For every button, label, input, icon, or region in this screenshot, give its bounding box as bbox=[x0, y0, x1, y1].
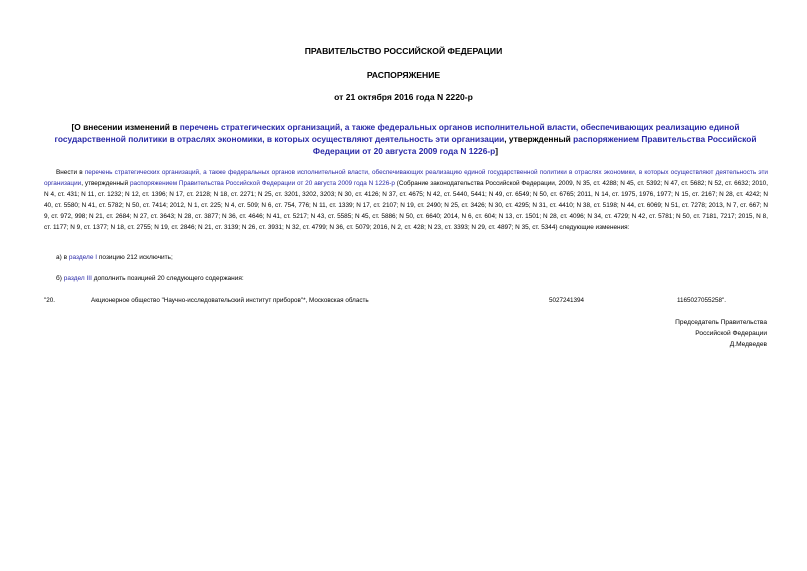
body-link-list[interactable]: перечень стратегических организаций, а также федеральных органов исполнительной власти, обеспечивающих реализацию единой государственной политики в отраслях экономики, в которых осуществляют деятельность эти организации bbox=[44, 169, 768, 187]
document-type: РАСПОРЯЖЕНИЕ bbox=[366, 70, 441, 80]
body-link-order[interactable]: распоряжением Правительства Российской Федерации от 20 августа 2009 года N 1226-р bbox=[129, 179, 395, 187]
document-date: от 21 октября 2016 года N 2220-р bbox=[334, 92, 473, 102]
issuing-authority: ПРАВИТЕЛЬСТВО РОССИЙСКОЙ ФЕДЕРАЦИИ bbox=[304, 46, 503, 56]
item-a-prefix: а) в bbox=[56, 254, 69, 261]
position-row bbox=[44, 297, 768, 307]
organization-ogrn: 1165027055258". bbox=[677, 297, 727, 304]
item-b-prefix: б) bbox=[56, 275, 64, 282]
position-number: "20. bbox=[44, 297, 55, 304]
body-text-1: Внести в bbox=[56, 169, 85, 176]
item-a bbox=[56, 254, 173, 261]
signatory-title-1: Председатель Правительства bbox=[675, 319, 767, 326]
document-title bbox=[44, 121, 767, 157]
title-link-list[interactable]: перечень стратегических организаций, а также федеральных органов исполнительной власти, обеспечивающих реализацию единой государственной политики в отраслях экономики, в которых осуществляют деятельность эти организации bbox=[54, 122, 740, 144]
item-b bbox=[56, 275, 244, 282]
signature-block bbox=[567, 317, 767, 350]
organization-name: Акционерное общество "Научно-исследовательский институт приборов"*, Московская область bbox=[91, 297, 369, 304]
body-text-2: , утвержденный bbox=[81, 179, 130, 187]
main-paragraph bbox=[44, 168, 768, 233]
body-text-3: (Собрание законодательства Российской Федерации, 2009, N 35, ст. 4288; N 45, ст. 5392; N 47, ст. 5682; N 52, ст. 6632; 2010, N 4, ст. 431; N 11, ст. 1232; N 12, ст. 1396; N 17, ст. 2128; N 18, ст. 2271; N 25, ст. 3201, 3202, 3203; N 30, ст. 4126; N 37, ст. 4675; N 42, ст. 5440, 5441; N 49, ст. 6549; N 50, ст. 6765; 2011, N 14, ст. 1975, 1976, 1977; N 15, ст. 2167; N 28, ст. 4242; N 40, ст. 5580; N 41, ст. 5782; N 50, ст. 7414; 2012, N 1, ст. 225; N 4, ст. 509; N 6, ст. 754, 776; N 11, ст. 1339; N 17, ст. 2107; N 19, ст. 2490; N 25, ст. 3426; N 30, ст. 4295; N 31, ст. 4410; N 38, ст. 5198; N 44, ст. 6069; N 51, ст. 7278; 2013, N 7, ст. 667; N 9, ст. 972, 998; N 21, ст. 2684; N 27, ст. 3643; N 28, ст. 3877; N 36, ст. 4646; N 41, ст. 5217; N 43, ст. 5585; N 45, ст. 5886; N 50, ст. 6640; 2014, N 6, ст. 604; N 13, ст. 1501; N 28, ст. 4096; N 34, ст. 4729; N 42, ст. 5781; N 50, ст. 7181, 7217; 2015, N 8, ст. 1177; N 9, ст. 1377; N 18, ст. 2755; N 19, ст. 2846; N 21, ст. 3139; N 26, ст. 3931; N 32, ст. 4799; N 36, ст. 5079; 2016, N 2, ст. 428; N 23, ст. 3393; N 29, ст. 4897; N 35, ст. 5344) следующие изменения: bbox=[44, 179, 768, 231]
title-text-3: ] bbox=[495, 146, 499, 156]
signatory-title-2: Российской Федерации bbox=[695, 330, 767, 337]
item-a-link-section[interactable]: разделе I bbox=[68, 254, 98, 261]
item-a-text: позицию 212 исключить; bbox=[97, 254, 173, 261]
item-b-link-section[interactable]: раздел III bbox=[63, 275, 92, 282]
title-text-1: [О внесении изменений в bbox=[71, 122, 180, 132]
title-link-order[interactable]: распоряжением Правительства Российской Федерации от 20 августа 2009 года N 1226-р bbox=[312, 134, 757, 156]
item-b-text: дополнить позицией 20 следующего содержания: bbox=[91, 275, 244, 282]
signatory-name: Д.Медведев bbox=[729, 341, 767, 348]
organization-inn: 5027241394 bbox=[549, 297, 585, 304]
title-text-2: , утвержденный bbox=[504, 134, 574, 144]
